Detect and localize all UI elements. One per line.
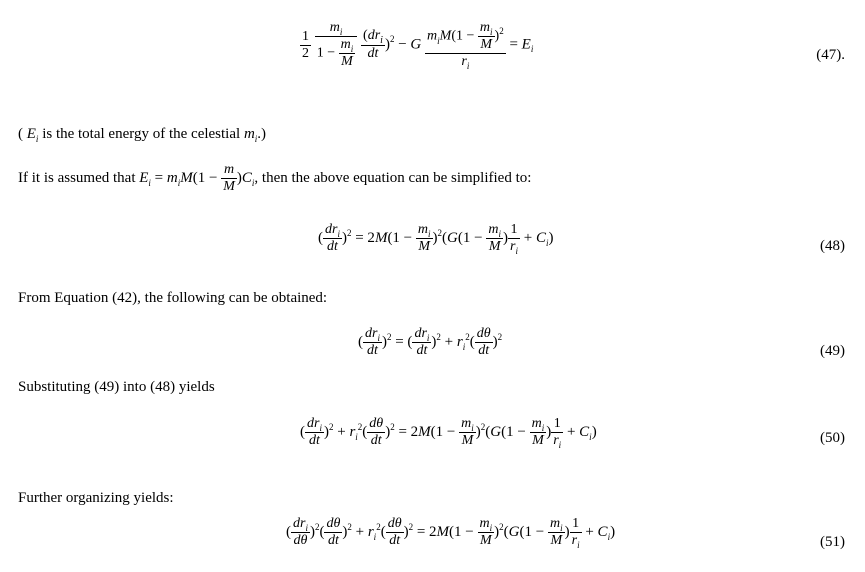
energy-note-suffix: .) <box>257 126 267 142</box>
energy-note: ( $E_i$ is the total energy of the celestial $m_i$.) <box>18 126 267 144</box>
energy-note-symbol-m: m <box>243 126 255 142</box>
assumption-line: If it is assumed that $E_i = m_iM(1$ − $\frac{m}{M}$ )$C_i$, then the above equation can be simplified to: <box>18 162 532 194</box>
from-equation-42: From Equation (42), the following can be obtained: <box>18 290 328 306</box>
assumption-prefix: If it is assumed that <box>18 169 140 186</box>
assumption-suffix: , then the above equation can be simplified to: <box>254 169 532 186</box>
equation-number-51: (51) <box>820 534 845 550</box>
equation-50: ( $\frac{dr_i}{dt}$ )$^2 + r_i^2$( $\frac{d\theta}{dt}$ )$^2$ = 2M(1 − $\frac{m_i}{M}$ )$^2$(G(1 − $\frac{m_i}{M}$ ) $\frac{1}{r_i}$ + $C_i$) <box>300 416 597 450</box>
substituting-line: Substituting (49) into (48) yields <box>18 379 215 395</box>
further-organizing-line: Further organizing yields: <box>18 490 174 506</box>
energy-note-prefix: ( <box>18 126 23 142</box>
equation-48: ( $\frac{dr_i}{dt}$ )$^2$ = 2M(1 − $\frac{m_i}{M}$ )$^2$(G(1 − $\frac{m_i}{M}$ ) $\frac{1}{r_i}$ + $C_i$) <box>318 222 554 256</box>
equation-49: ( $\frac{dr_i}{dt}$ )$^2$ = ( $\frac{dr_i}{dt}$ )$^2 + r_i^2$( $\frac{d\theta}{dt}$ )$^2$ <box>358 326 503 358</box>
energy-note-body: is the total energy of the celestial <box>38 126 244 142</box>
energy-note-symbol-e: E <box>26 126 36 142</box>
equation-number-49: (49) <box>820 343 845 359</box>
equation-51: ( $\frac{dr_i}{d\theta}$ )$^2$( $\frac{d\theta}{dt}$ )$^2 + r_i^2$( $\frac{d\theta}{dt}$ )$^2$ = 2M(1 − $\frac{m_i}{M}$ )$^2$(G(1 − $\frac{m_i}{M}$ ) $\frac{1}{r_i}$ + $C_i$) <box>286 516 616 550</box>
equation-number-47: (47). <box>816 47 845 63</box>
energy-note-subscript: i <box>35 134 39 144</box>
equation-47: $\frac{1}{2}$ $m_i$ 1 − $\frac{m_i}{M}$ $\frac{(dr_i}{dt}$ )$^2$ − G $m_iM(1$ − $\frac{m_i}{M}$ )$^2$ $r_i$ = $E_i$ <box>302 20 534 71</box>
equation-number-50: (50) <box>820 430 845 446</box>
equation-number-48: (48) <box>820 238 845 254</box>
